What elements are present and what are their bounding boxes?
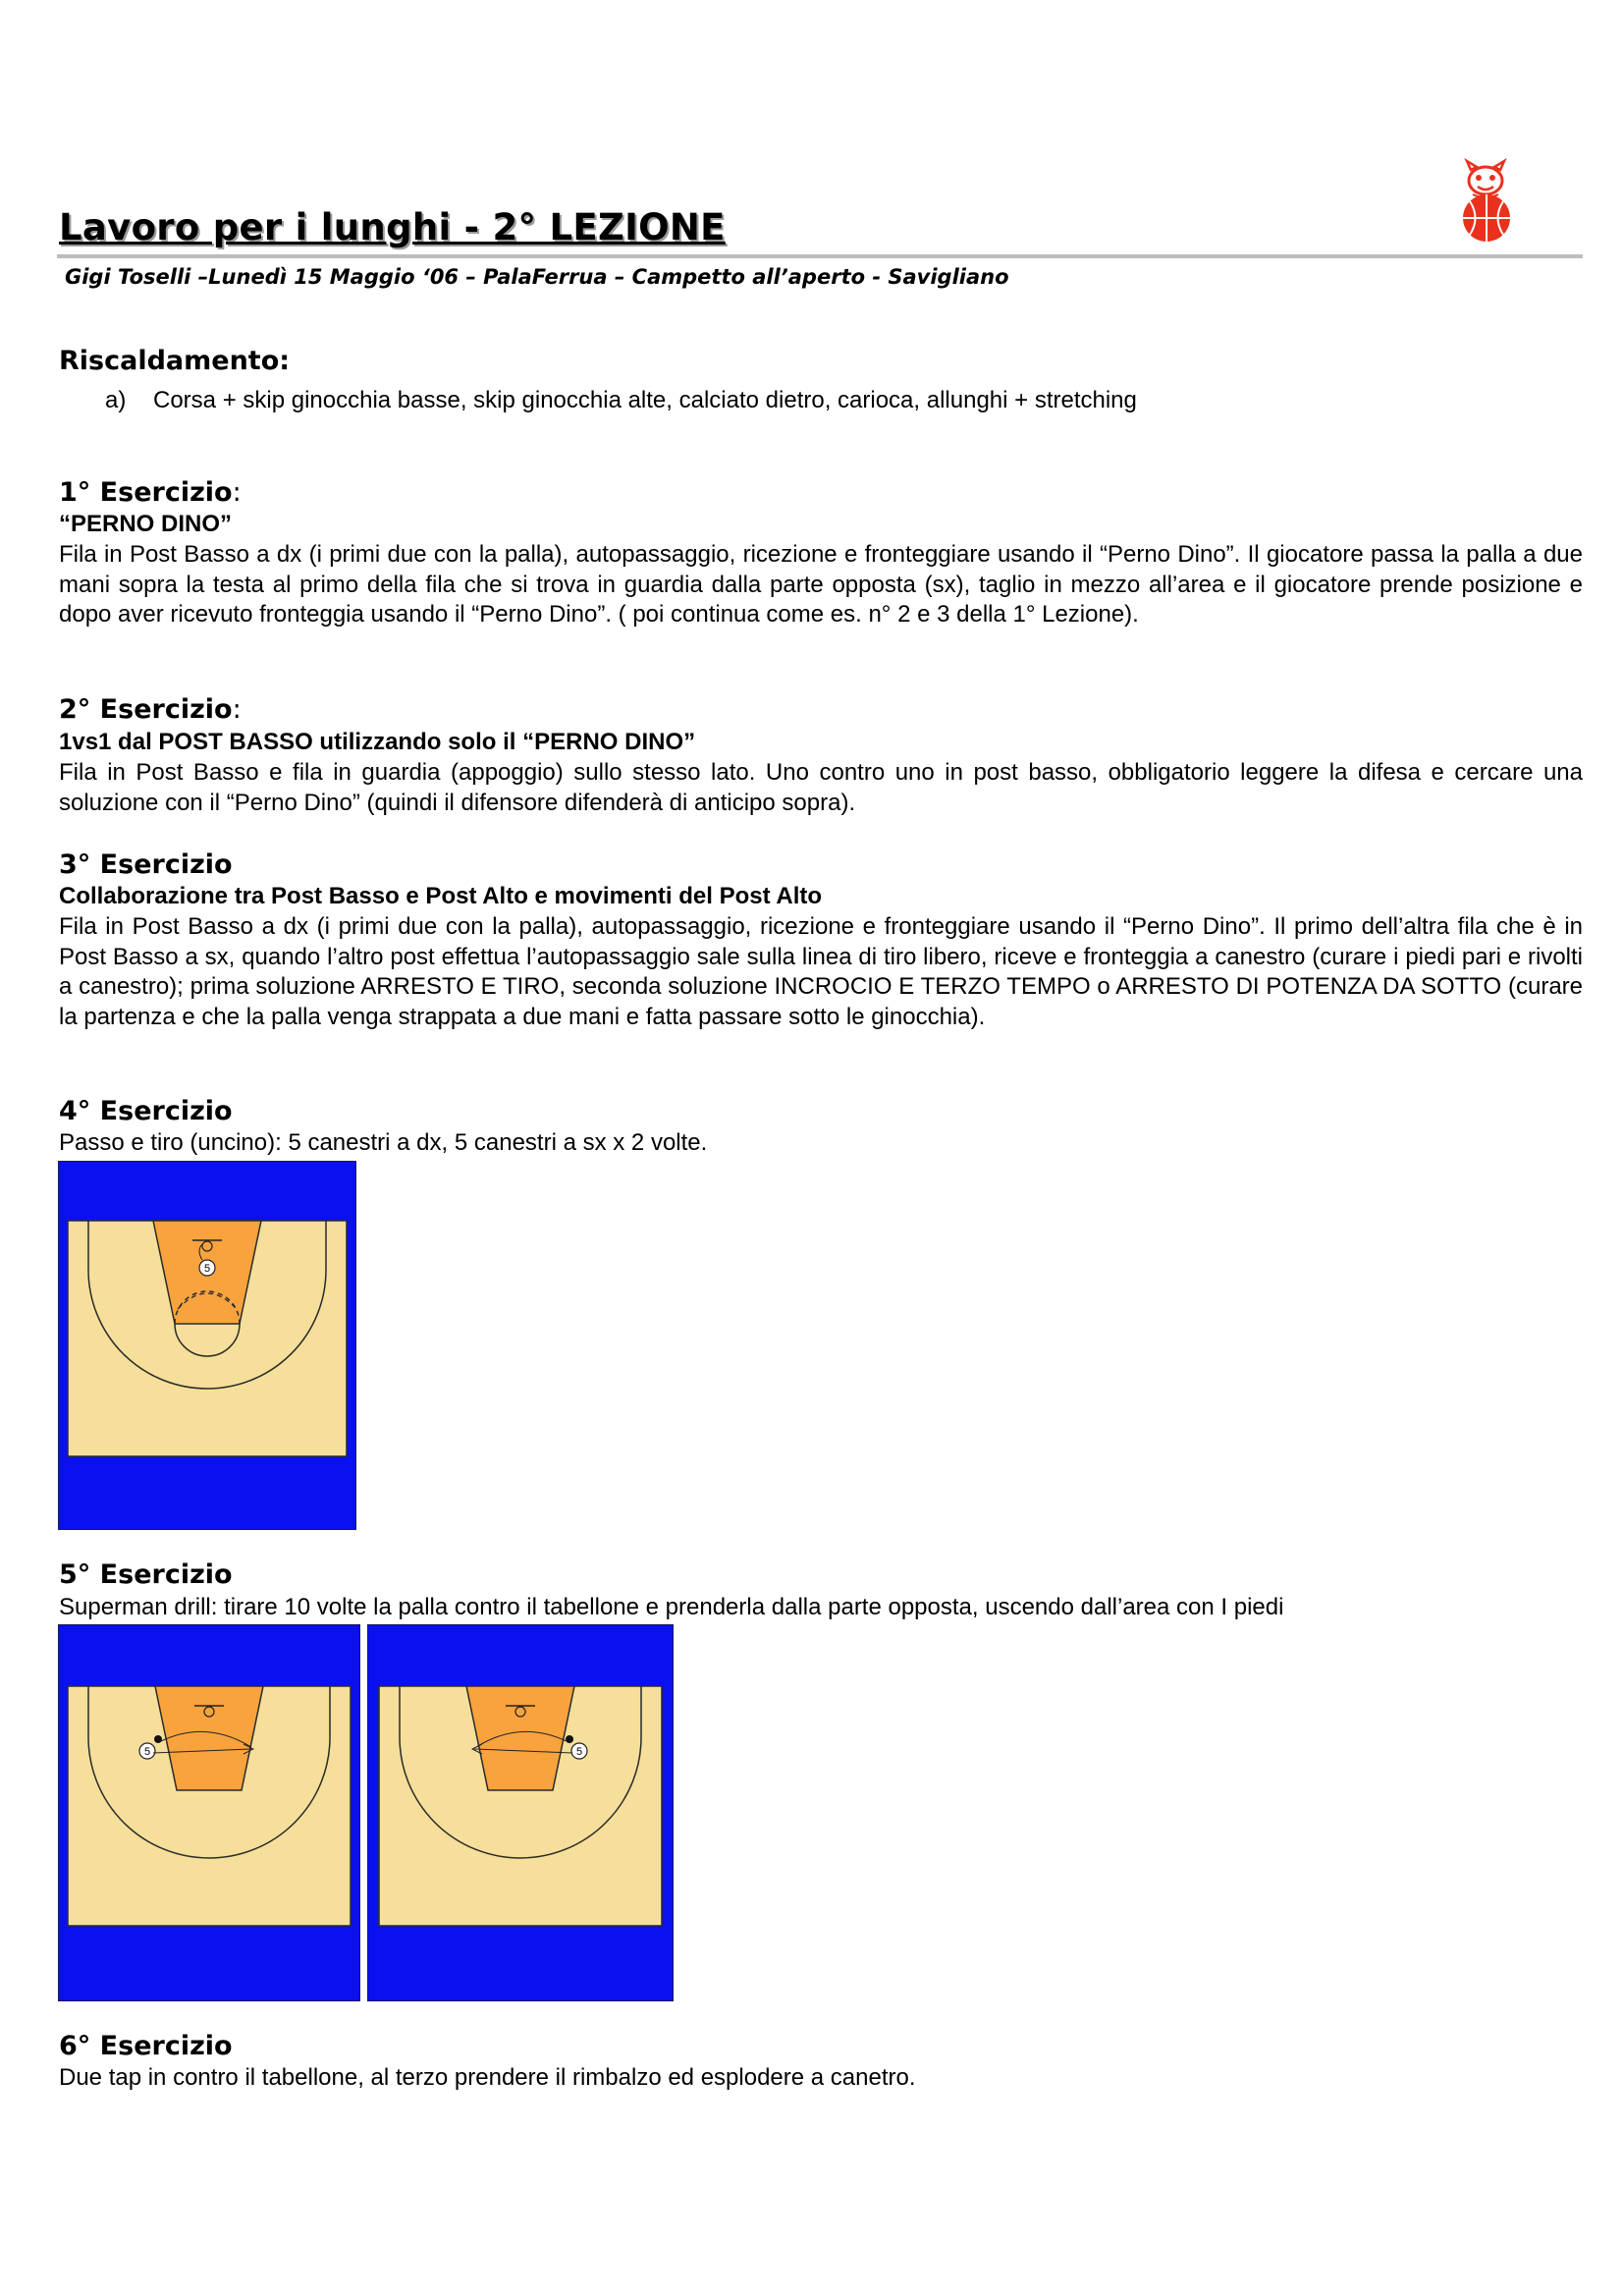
ex5-heading: 5° Esercizio: [59, 1559, 233, 1590]
ex3-text: Fila in Post Basso a dx (i primi due con la palla), autopassaggio, ricezione e fronteggiare usando il “Perno Dino”. Il primo dell’altra fila che è in Post Basso a sx, quando l’altro post effettua l’autopassaggio sale sulla linea di tiro libero, riceve e fronteggia a canestro (curare i piedi pari e rivolti a canestro); prima soluzione ARRESTO E TIRO, seconda soluzione INCROCIO E TERZO TEMPO o ARRESTO DI POTENZA DA SOTTO (curare la partenza e che la palla venga strappata a due mani e fatta passare sotto le ginocchia).: [59, 913, 1583, 1030]
ex1-text: Fila in Post Basso a dx (i primi due con la palla), autopassaggio, ricezione e fronteggiare usando il “Perno Dino”. Il giocatore passa la palla a due mani sopra la testa al primo della fila che si trova in guardia dalla parte opposta (sx), taglio in mezzo all’area e il giocatore prende posizione e dopo aver ricevuto fronteggia usando il “Perno Dino”. ( poi continua come es. n° 2 e 3 della 1° Lezione).: [59, 541, 1583, 628]
ex5-court-diagram-right: [367, 1624, 674, 2001]
ex2-heading-colon: :: [232, 694, 242, 725]
warmup-item-text: Corsa + skip ginocchia basse, skip ginocchia alte, calciato dietro, carioca, allunghi + stretching: [153, 387, 1137, 413]
ex1-subtitle: “PERNO DINO”: [59, 511, 233, 537]
page-subtitle: Gigi Toselli –Lunedì 15 Maggio ‘06 – PalaFerrua – Campetto all’aperto - Savigliano: [65, 265, 1009, 289]
panther-basketball-icon: [1451, 157, 1520, 246]
ex5-text: Superman drill: tirare 10 volte la palla contro il tabellone e prenderla dalla parte opposta, uscendo dall’area con I piedi: [59, 1594, 1284, 1620]
ex5-court-right-svg: [368, 1625, 673, 2000]
ex4-court-diagram: [58, 1161, 356, 1530]
warmup-item-marker: a): [105, 387, 127, 413]
ex1-heading-colon: :: [232, 477, 242, 508]
ex1-heading-text: 1° Esercizio: [59, 477, 233, 508]
page-title: Lavoro per i lunghi - 2° LEZIONE: [59, 206, 726, 248]
ex2-text: Fila in Post Basso e fila in guardia (appoggio) sullo stesso lato. Uno contro uno in post basso, obbligatorio leggere la difesa e cercare una soluzione con il “Perno Dino” (quindi il difensore difenderà di anticipo sopra).: [59, 759, 1583, 816]
ex3-subtitle: Collaborazione tra Post Basso e Post Alto e movimenti del Post Alto: [59, 883, 823, 909]
ex2-heading-text: 2° Esercizio: [59, 694, 233, 725]
ex5-court-diagram-left: [58, 1624, 360, 2001]
warmup-heading: Riscaldamento:: [59, 346, 291, 376]
ex5-left-player-label: 5: [143, 1746, 151, 1758]
ex4-player-label: 5: [203, 1263, 211, 1275]
ex4-heading: 4° Esercizio: [59, 1096, 233, 1126]
ex6-heading: 6° Esercizio: [59, 2031, 233, 2061]
club-logo: [1451, 157, 1520, 246]
ex2-subtitle: 1vs1 dal POST BASSO utilizzando solo il “PERNO DINO”: [59, 729, 696, 755]
header-rule: [57, 254, 1583, 258]
ex4-court-svg: [59, 1162, 355, 1529]
ex6-text: Due tap in contro il tabellone, al terzo prendere il rimbalzo ed esplodere a canetro.: [59, 2064, 916, 2091]
ex1-heading: [59, 477, 242, 508]
ex3-heading: 3° Esercizio: [59, 849, 233, 880]
ex5-court-left-svg: [59, 1625, 359, 2000]
ex4-text: Passo e tiro (uncino): 5 canestri a dx, 5 canestri a sx x 2 volte.: [59, 1129, 708, 1156]
ex5-right-player-label: 5: [575, 1746, 583, 1758]
ex2-heading: [59, 694, 242, 725]
